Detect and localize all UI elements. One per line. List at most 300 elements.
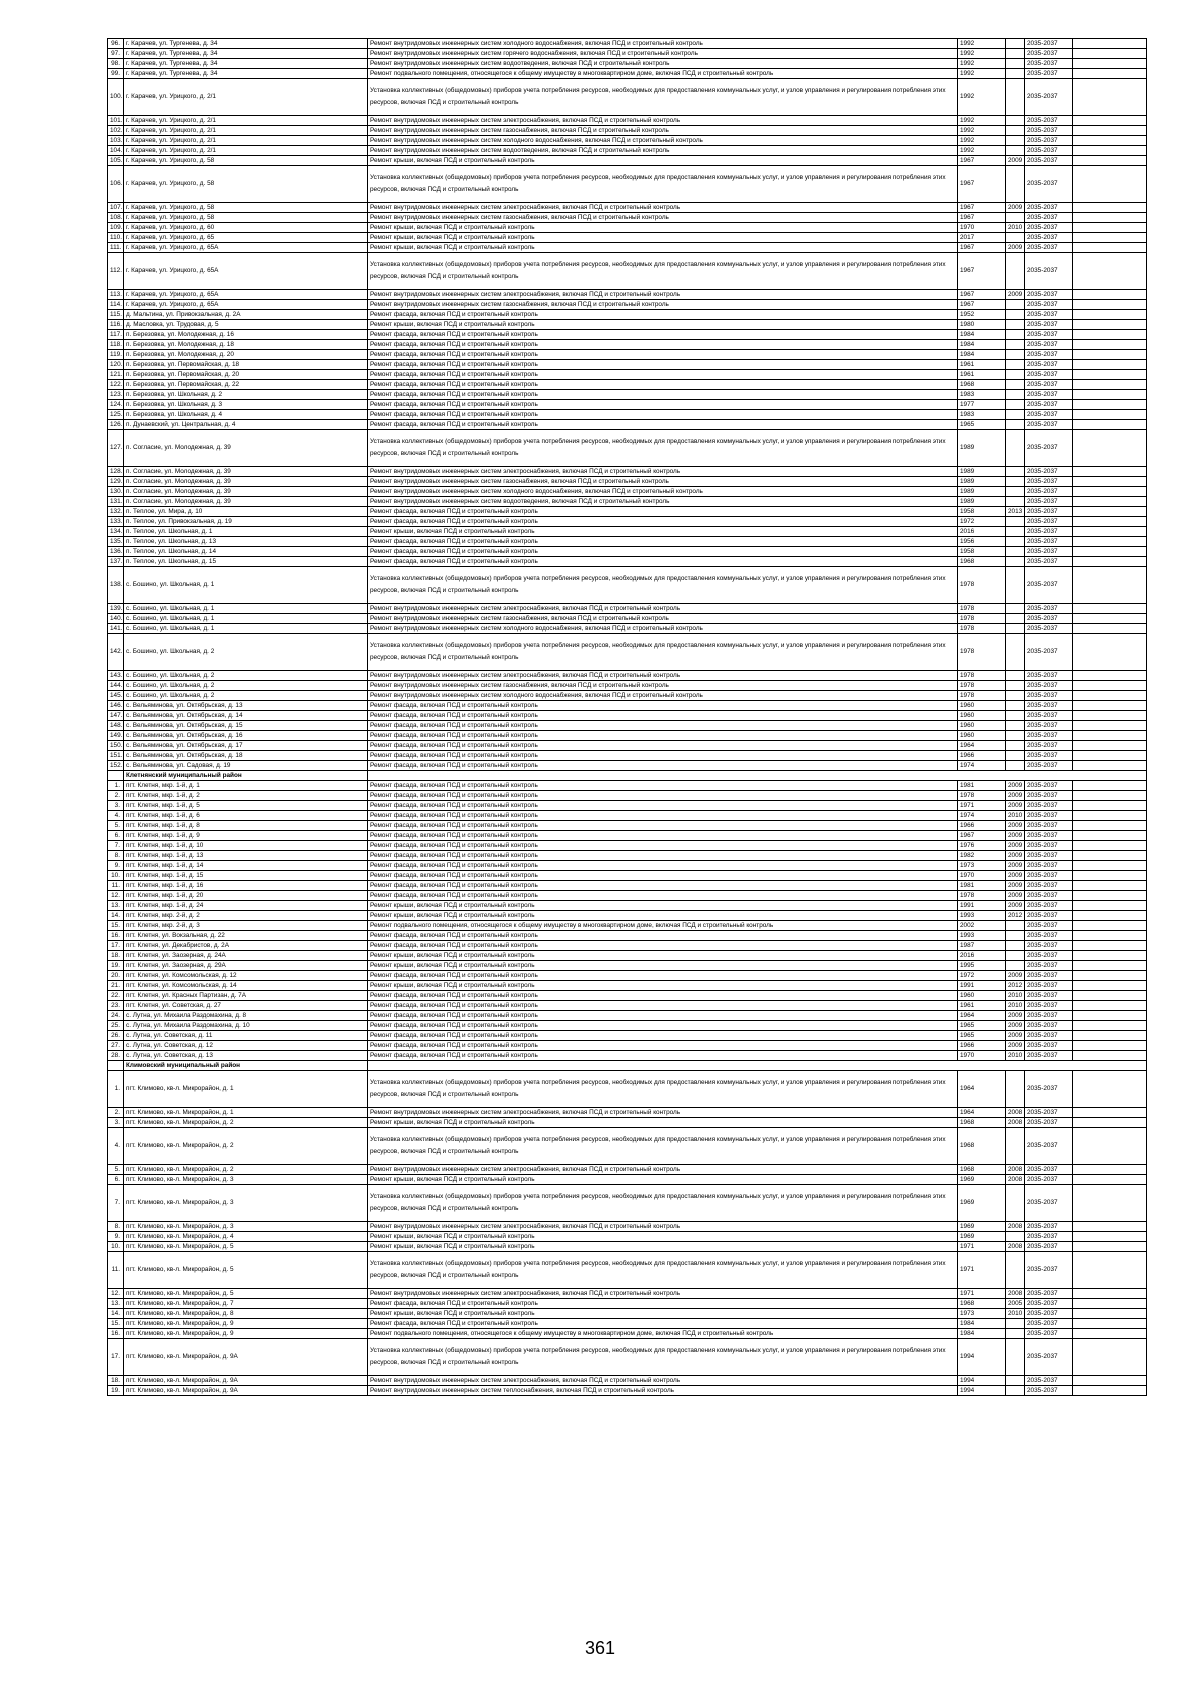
- row-number-cell: 10.: [108, 871, 124, 881]
- table-row: [108, 146, 1147, 156]
- row-number-cell: 141.: [108, 624, 124, 634]
- address-cell: пгт. Клетня, мкр. 1-й, д. 13: [124, 851, 368, 861]
- planned-period-cell: 2035-2037: [1025, 243, 1073, 253]
- capital-repair-table: [107, 38, 1147, 1396]
- row-number-cell: 149.: [108, 731, 124, 741]
- page-number: 361: [584, 1638, 616, 1658]
- table-row: [108, 253, 1147, 290]
- table-row: [108, 400, 1147, 410]
- planned-period-cell: 2035-2037: [1025, 881, 1073, 891]
- table-row: [108, 166, 1147, 203]
- blank-cell: [1073, 146, 1147, 156]
- work-type-cell: Ремонт фасада, включая ПСД и строительный контроль: [368, 991, 958, 1001]
- commissioning-year-cell: 1967: [958, 300, 1006, 310]
- address-cell: п. Теплое, ул. Школьная, д. 1: [124, 527, 368, 537]
- blank-cell: [1073, 477, 1147, 487]
- row-number-cell: 140.: [108, 614, 124, 624]
- last-repair-year-cell: [1006, 310, 1025, 320]
- work-type-cell: Ремонт внутридомовых инженерных систем электроснабжения, включая ПСД и строительный контроль: [368, 203, 958, 213]
- address-cell: пгт. Клетня, мкр. 1-й, д. 16: [124, 881, 368, 891]
- row-number-cell: 152.: [108, 761, 124, 771]
- planned-period-cell: 2035-2037: [1025, 290, 1073, 300]
- work-type-cell: Ремонт крыши, включая ПСД и строительный контроль: [368, 320, 958, 330]
- planned-period-cell: 2035-2037: [1025, 951, 1073, 961]
- row-number-cell: 2.: [108, 791, 124, 801]
- planned-period-cell: 2035-2037: [1025, 467, 1073, 477]
- blank-cell: [1073, 731, 1147, 741]
- row-number-cell: 14.: [108, 911, 124, 921]
- blank-cell: [1073, 537, 1147, 547]
- row-number-cell: 111.: [108, 243, 124, 253]
- work-type-cell: Ремонт фасада, включая ПСД и строительный контроль: [368, 537, 958, 547]
- address-cell: п. Березовка, ул. Первомайская, д. 20: [124, 370, 368, 380]
- blank-cell: [1073, 624, 1147, 634]
- address-cell: пгт. Клетня, мкр. 1-й, д. 5: [124, 801, 368, 811]
- commissioning-year-cell: 1968: [958, 1128, 1006, 1165]
- work-type-cell: Ремонт фасада, включая ПСД и строительный контроль: [368, 941, 958, 951]
- last-repair-year-cell: 2009: [1006, 901, 1025, 911]
- blank-cell: [1073, 1299, 1147, 1309]
- address-cell: г. Карачев, ул. Урицкого, д. 58: [124, 166, 368, 203]
- table-row: [108, 1165, 1147, 1175]
- row-number-cell: 6.: [108, 1175, 124, 1185]
- row-number-cell: 125.: [108, 410, 124, 420]
- last-repair-year-cell: 2012: [1006, 981, 1025, 991]
- planned-period-cell: 2035-2037: [1025, 330, 1073, 340]
- address-cell: п. Березовка, ул. Школьная, д. 4: [124, 410, 368, 420]
- address-cell: пгт. Климово, кв-л. Микрорайон, д. 2: [124, 1165, 368, 1175]
- table-row: [108, 831, 1147, 841]
- table-row: [108, 487, 1147, 497]
- blank-cell: [1073, 420, 1147, 430]
- work-type-cell: Ремонт фасада, включая ПСД и строительный контроль: [368, 751, 958, 761]
- commissioning-year-cell: 1992: [958, 116, 1006, 126]
- row-number-cell: 142.: [108, 634, 124, 671]
- commissioning-year-cell: 1958: [958, 507, 1006, 517]
- last-repair-year-cell: 2012: [1006, 911, 1025, 921]
- commissioning-year-cell: 1989: [958, 487, 1006, 497]
- planned-period-cell: 2035-2037: [1025, 487, 1073, 497]
- table-row: [108, 390, 1147, 400]
- last-repair-year-cell: [1006, 126, 1025, 136]
- work-type-cell: Ремонт подвального помещения, относящегося к общему имуществу в многоквартирном доме, включая ПСД и строительный контроль: [368, 69, 958, 79]
- work-type-cell: Ремонт внутридомовых инженерных систем холодного водоснабжения, включая ПСД и строительный контроль: [368, 487, 958, 497]
- last-repair-year-cell: [1006, 350, 1025, 360]
- table-row: [108, 961, 1147, 971]
- work-type-cell: Ремонт крыши, включая ПСД и строительный контроль: [368, 233, 958, 243]
- planned-period-cell: 2035-2037: [1025, 781, 1073, 791]
- commissioning-year-cell: 1984: [958, 1329, 1006, 1339]
- row-number-cell: 137.: [108, 557, 124, 567]
- last-repair-year-cell: [1006, 731, 1025, 741]
- table-row: [108, 1128, 1147, 1165]
- planned-period-cell: 2035-2037: [1025, 1031, 1073, 1041]
- row-number-cell: 10.: [108, 1242, 124, 1252]
- table-row: [108, 507, 1147, 517]
- row-number-cell: 3.: [108, 801, 124, 811]
- blank-cell: [1073, 1252, 1147, 1289]
- address-cell: пгт. Климово, кв-л. Микрорайон, д. 5: [124, 1242, 368, 1252]
- work-type-cell: Ремонт крыши, включая ПСД и строительный контроль: [368, 1175, 958, 1185]
- planned-period-cell: 2035-2037: [1025, 821, 1073, 831]
- planned-period-cell: 2035-2037: [1025, 1252, 1073, 1289]
- row-number-cell: 12.: [108, 891, 124, 901]
- blank-cell: [1073, 567, 1147, 604]
- address-cell: г. Карачев, ул. Урицкого, д. 2/1: [124, 116, 368, 126]
- planned-period-cell: 2035-2037: [1025, 811, 1073, 821]
- row-number-cell: 25.: [108, 1021, 124, 1031]
- commissioning-year-cell: 1978: [958, 614, 1006, 624]
- planned-period-cell: 2035-2037: [1025, 624, 1073, 634]
- work-type-cell: Ремонт фасада, включая ПСД и строительный контроль: [368, 557, 958, 567]
- work-type-cell: Ремонт фасада, включая ПСД и строительный контроль: [368, 1021, 958, 1031]
- commissioning-year-cell: 1994: [958, 1339, 1006, 1376]
- blank-cell: [1073, 116, 1147, 126]
- table-row: [108, 691, 1147, 701]
- blank-cell: [1073, 691, 1147, 701]
- table-row: [108, 711, 1147, 721]
- work-type-cell: Ремонт крыши, включая ПСД и строительный контроль: [368, 951, 958, 961]
- address-cell: г. Карачев, ул. Урицкого, д. 58: [124, 213, 368, 223]
- table-row: [108, 410, 1147, 420]
- planned-period-cell: 2035-2037: [1025, 1319, 1073, 1329]
- planned-period-cell: 2035-2037: [1025, 634, 1073, 671]
- address-cell: пгт. Климово, кв-л. Микрорайон, д. 8: [124, 1309, 368, 1319]
- last-repair-year-cell: [1006, 701, 1025, 711]
- table-row: [108, 1021, 1147, 1031]
- commissioning-year-cell: 1971: [958, 1242, 1006, 1252]
- blank-cell: [1073, 781, 1147, 791]
- commissioning-year-cell: 1995: [958, 961, 1006, 971]
- work-type-cell: Ремонт фасада, включая ПСД и строительный контроль: [368, 831, 958, 841]
- blank-cell: [1073, 881, 1147, 891]
- row-number-cell: 143.: [108, 671, 124, 681]
- last-repair-year-cell: 2009: [1006, 841, 1025, 851]
- address-cell: с. Бошино, ул. Школьная, д. 1: [124, 567, 368, 604]
- address-cell: пгт. Клетня, ул. Заозерная, д. 24А: [124, 951, 368, 961]
- row-number-cell: 19.: [108, 961, 124, 971]
- work-type-cell: Ремонт крыши, включая ПСД и строительный контроль: [368, 901, 958, 911]
- planned-period-cell: 2035-2037: [1025, 1289, 1073, 1299]
- row-number-cell: 118.: [108, 340, 124, 350]
- table-row: [108, 39, 1147, 49]
- last-repair-year-cell: 2010: [1006, 1001, 1025, 1011]
- row-number-cell: 20.: [108, 971, 124, 981]
- last-repair-year-cell: [1006, 69, 1025, 79]
- commissioning-year-cell: 1965: [958, 1021, 1006, 1031]
- last-repair-year-cell: [1006, 961, 1025, 971]
- last-repair-year-cell: 2009: [1006, 1041, 1025, 1051]
- planned-period-cell: 2035-2037: [1025, 801, 1073, 811]
- address-cell: с. Вельяминова, ул. Октябрьская, д. 16: [124, 731, 368, 741]
- blank-cell: [1073, 1376, 1147, 1386]
- planned-period-cell: 2035-2037: [1025, 941, 1073, 951]
- address-cell: пгт. Климово, кв-л. Микрорайон, д. 1: [124, 1108, 368, 1118]
- work-type-cell: Ремонт внутридомовых инженерных систем водоотведения, включая ПСД и строительный контроль: [368, 497, 958, 507]
- commissioning-year-cell: 1960: [958, 991, 1006, 1001]
- table-row: [108, 1001, 1147, 1011]
- commissioning-year-cell: 1980: [958, 320, 1006, 330]
- row-number-cell: 109.: [108, 223, 124, 233]
- planned-period-cell: 2035-2037: [1025, 1222, 1073, 1232]
- work-type-cell: Ремонт фасада, включая ПСД и строительный контроль: [368, 517, 958, 527]
- table-body: [108, 39, 1147, 1396]
- table-row: [108, 614, 1147, 624]
- commissioning-year-cell: 1967: [958, 156, 1006, 166]
- last-repair-year-cell: [1006, 380, 1025, 390]
- address-cell: п. Теплое, ул. Мира, д. 10: [124, 507, 368, 517]
- commissioning-year-cell: 1984: [958, 340, 1006, 350]
- commissioning-year-cell: 1964: [958, 1071, 1006, 1108]
- commissioning-year-cell: 1961: [958, 370, 1006, 380]
- last-repair-year-cell: 2010: [1006, 1051, 1025, 1061]
- planned-period-cell: 2035-2037: [1025, 116, 1073, 126]
- last-repair-year-cell: [1006, 741, 1025, 751]
- table-row: [108, 901, 1147, 911]
- planned-period-cell: 2035-2037: [1025, 49, 1073, 59]
- address-cell: с. Вельяминова, ул. Октябрьская, д. 17: [124, 741, 368, 751]
- row-number-cell: 16.: [108, 1329, 124, 1339]
- blank-cell: [1073, 497, 1147, 507]
- blank-cell: [1073, 614, 1147, 624]
- blank-cell: [1073, 761, 1147, 771]
- last-repair-year-cell: [1006, 527, 1025, 537]
- commissioning-year-cell: 1981: [958, 881, 1006, 891]
- work-type-cell: Ремонт внутридомовых инженерных систем электроснабжения, включая ПСД и строительный контроль: [368, 1376, 958, 1386]
- work-type-cell: Установка коллективных (общедомовых) приборов учета потребления ресурсов, необходимых для предоставления коммунальных услуг, и узлов управления и регулирования потребления этих ресурсов, включая ПСД и строительный контроль: [368, 79, 958, 116]
- blank-cell: [1073, 233, 1147, 243]
- row-number-cell: 18.: [108, 951, 124, 961]
- table-row: [108, 1376, 1147, 1386]
- commissioning-year-cell: 1976: [958, 841, 1006, 851]
- address-cell: г. Карачев, ул. Урицкого, д. 65А: [124, 300, 368, 310]
- work-type-cell: Ремонт фасада, включая ПСД и строительный контроль: [368, 881, 958, 891]
- section-empty-cell: [368, 1061, 1147, 1071]
- commissioning-year-cell: 1978: [958, 891, 1006, 901]
- table-row: [108, 781, 1147, 791]
- address-cell: пгт. Климово, кв-л. Микрорайон, д. 9А: [124, 1376, 368, 1386]
- row-number-cell: 4.: [108, 811, 124, 821]
- row-number-cell: 122.: [108, 380, 124, 390]
- table-row: [108, 801, 1147, 811]
- row-number-cell: 8.: [108, 851, 124, 861]
- planned-period-cell: 2035-2037: [1025, 567, 1073, 604]
- last-repair-year-cell: [1006, 400, 1025, 410]
- planned-period-cell: 2035-2037: [1025, 891, 1073, 901]
- table-row: [108, 1339, 1147, 1376]
- last-repair-year-cell: [1006, 136, 1025, 146]
- address-cell: пгт. Клетня, ул. Советская, д. 27: [124, 1001, 368, 1011]
- planned-period-cell: 2035-2037: [1025, 1339, 1073, 1376]
- work-type-cell: Ремонт фасада, включая ПСД и строительный контроль: [368, 931, 958, 941]
- row-number-cell: 103.: [108, 136, 124, 146]
- planned-period-cell: 2035-2037: [1025, 614, 1073, 624]
- table-row: [108, 931, 1147, 941]
- blank-cell: [1073, 557, 1147, 567]
- address-cell: пгт. Клетня, мкр. 1-й, д. 6: [124, 811, 368, 821]
- address-cell: пгт. Клетня, мкр. 1-й, д. 14: [124, 861, 368, 871]
- address-cell: п. Согласие, ул. Молодежная, д. 39: [124, 487, 368, 497]
- blank-cell: [1073, 931, 1147, 941]
- planned-period-cell: 2035-2037: [1025, 971, 1073, 981]
- commissioning-year-cell: 1968: [958, 1165, 1006, 1175]
- row-number-cell: 13.: [108, 1299, 124, 1309]
- commissioning-year-cell: 1967: [958, 166, 1006, 203]
- blank-cell: [1073, 243, 1147, 253]
- table-row: [108, 69, 1147, 79]
- blank-cell: [1073, 547, 1147, 557]
- row-number-cell: 13.: [108, 901, 124, 911]
- table-row: [108, 136, 1147, 146]
- table-row: [108, 116, 1147, 126]
- district-title: Клетнянский муниципальный район: [124, 771, 368, 781]
- blank-cell: [1073, 1001, 1147, 1011]
- last-repair-year-cell: [1006, 477, 1025, 487]
- table-row: [108, 681, 1147, 691]
- work-type-cell: Ремонт крыши, включая ПСД и строительный контроль: [368, 156, 958, 166]
- address-cell: с. Бошино, ул. Школьная, д. 2: [124, 681, 368, 691]
- row-number-cell: 3.: [108, 1118, 124, 1128]
- row-number-cell: 17.: [108, 941, 124, 951]
- row-number-cell: 129.: [108, 477, 124, 487]
- last-repair-year-cell: 2009: [1006, 1031, 1025, 1041]
- commissioning-year-cell: 1967: [958, 213, 1006, 223]
- last-repair-year-cell: [1006, 931, 1025, 941]
- last-repair-year-cell: [1006, 360, 1025, 370]
- work-type-cell: Ремонт фасада, включая ПСД и строительный контроль: [368, 761, 958, 771]
- commissioning-year-cell: 1981: [958, 781, 1006, 791]
- row-number-cell: 7.: [108, 1185, 124, 1222]
- district-title: Климовский муниципальный район: [124, 1061, 368, 1071]
- planned-period-cell: 2035-2037: [1025, 831, 1073, 841]
- last-repair-year-cell: [1006, 1185, 1025, 1222]
- planned-period-cell: 2035-2037: [1025, 507, 1073, 517]
- blank-cell: [1073, 517, 1147, 527]
- blank-cell: [1073, 791, 1147, 801]
- last-repair-year-cell: 2009: [1006, 801, 1025, 811]
- blank-cell: [1073, 156, 1147, 166]
- blank-cell: [1073, 831, 1147, 841]
- row-number-cell: 112.: [108, 253, 124, 290]
- work-type-cell: Ремонт фасада, включая ПСД и строительный контроль: [368, 350, 958, 360]
- work-type-cell: Ремонт фасада, включая ПСД и строительный контроль: [368, 360, 958, 370]
- blank-cell: [1073, 1108, 1147, 1118]
- commissioning-year-cell: 1968: [958, 557, 1006, 567]
- commissioning-year-cell: 1969: [958, 1232, 1006, 1242]
- planned-period-cell: 2035-2037: [1025, 1051, 1073, 1061]
- commissioning-year-cell: 1967: [958, 203, 1006, 213]
- commissioning-year-cell: 1984: [958, 350, 1006, 360]
- last-repair-year-cell: 2009: [1006, 881, 1025, 891]
- address-cell: с. Бошино, ул. Школьная, д. 2: [124, 691, 368, 701]
- address-cell: пгт. Клетня, мкр. 1-й, д. 2: [124, 791, 368, 801]
- work-type-cell: Ремонт фасада, включая ПСД и строительный контроль: [368, 891, 958, 901]
- last-repair-year-cell: 2008: [1006, 1175, 1025, 1185]
- commissioning-year-cell: 1994: [958, 1376, 1006, 1386]
- planned-period-cell: 2035-2037: [1025, 517, 1073, 527]
- last-repair-year-cell: [1006, 671, 1025, 681]
- planned-period-cell: 2035-2037: [1025, 911, 1073, 921]
- address-cell: с. Бошино, ул. Школьная, д. 1: [124, 624, 368, 634]
- commissioning-year-cell: 1991: [958, 981, 1006, 991]
- last-repair-year-cell: [1006, 1386, 1025, 1396]
- last-repair-year-cell: [1006, 691, 1025, 701]
- table-row: [108, 1185, 1147, 1222]
- table-row: [108, 310, 1147, 320]
- address-cell: с. Лутна, ул. Советская, д. 13: [124, 1051, 368, 1061]
- work-type-cell: Ремонт фасада, включая ПСД и строительный контроль: [368, 390, 958, 400]
- blank-cell: [1073, 253, 1147, 290]
- work-type-cell: Ремонт фасада, включая ПСД и строительный контроль: [368, 781, 958, 791]
- commissioning-year-cell: 1973: [958, 861, 1006, 871]
- last-repair-year-cell: 2009: [1006, 851, 1025, 861]
- row-number-cell: 100.: [108, 79, 124, 116]
- blank-cell: [1073, 861, 1147, 871]
- commissioning-year-cell: 1966: [958, 821, 1006, 831]
- address-cell: пгт. Клетня, мкр. 1-й, д. 24: [124, 901, 368, 911]
- blank-cell: [1073, 370, 1147, 380]
- address-cell: с. Бошино, ул. Школьная, д. 1: [124, 614, 368, 624]
- row-number-cell: 23.: [108, 1001, 124, 1011]
- work-type-cell: Ремонт внутридомовых инженерных систем газоснабжения, включая ПСД и строительный контроль: [368, 213, 958, 223]
- row-number-cell: 1.: [108, 1071, 124, 1108]
- address-cell: п. Березовка, ул. Школьная, д. 3: [124, 400, 368, 410]
- planned-period-cell: 2035-2037: [1025, 527, 1073, 537]
- table-row: [108, 517, 1147, 527]
- address-cell: с. Вельяминова, ул. Октябрьская, д. 18: [124, 751, 368, 761]
- blank-cell: [1073, 681, 1147, 691]
- last-repair-year-cell: 2009: [1006, 791, 1025, 801]
- address-cell: пгт. Климово, кв-л. Микрорайон, д. 1: [124, 1071, 368, 1108]
- work-type-cell: Установка коллективных (общедомовых) приборов учета потребления ресурсов, необходимых для предоставления коммунальных услуг, и узлов управления и регулирования потребления этих ресурсов, включая ПСД и строительный контроль: [368, 1252, 958, 1289]
- table-row: [108, 911, 1147, 921]
- blank-cell: [1073, 1329, 1147, 1339]
- work-type-cell: Ремонт фасада, включая ПСД и строительный контроль: [368, 861, 958, 871]
- last-repair-year-cell: [1006, 213, 1025, 223]
- commissioning-year-cell: 1978: [958, 634, 1006, 671]
- last-repair-year-cell: 2008: [1006, 1222, 1025, 1232]
- commissioning-year-cell: 1966: [958, 751, 1006, 761]
- row-number-cell: 138.: [108, 567, 124, 604]
- table-row: [108, 1175, 1147, 1185]
- commissioning-year-cell: 1987: [958, 941, 1006, 951]
- address-cell: г. Карачев, ул. Урицкого, д. 65А: [124, 290, 368, 300]
- table-row: [108, 1232, 1147, 1242]
- table-row: [108, 751, 1147, 761]
- table-row: [108, 1118, 1147, 1128]
- work-type-cell: Установка коллективных (общедомовых) приборов учета потребления ресурсов, необходимых для предоставления коммунальных услуг, и узлов управления и регулирования потребления этих ресурсов, включая ПСД и строительный контроль: [368, 567, 958, 604]
- work-type-cell: Ремонт внутридомовых инженерных систем водоотведения, включая ПСД и строительный контроль: [368, 59, 958, 69]
- last-repair-year-cell: 2008: [1006, 1108, 1025, 1118]
- commissioning-year-cell: 1989: [958, 477, 1006, 487]
- blank-cell: [1073, 1386, 1147, 1396]
- commissioning-year-cell: 1992: [958, 79, 1006, 116]
- address-cell: п. Теплое, ул. Школьная, д. 13: [124, 537, 368, 547]
- planned-period-cell: 2035-2037: [1025, 671, 1073, 681]
- work-type-cell: Ремонт фасада, включая ПСД и строительный контроль: [368, 380, 958, 390]
- work-type-cell: Ремонт фасада, включая ПСД и строительный контроль: [368, 741, 958, 751]
- blank-cell: [1073, 390, 1147, 400]
- blank-cell: [1073, 1339, 1147, 1376]
- planned-period-cell: 2035-2037: [1025, 1376, 1073, 1386]
- last-repair-year-cell: [1006, 634, 1025, 671]
- last-repair-year-cell: [1006, 233, 1025, 243]
- last-repair-year-cell: [1006, 390, 1025, 400]
- last-repair-year-cell: [1006, 1252, 1025, 1289]
- work-type-cell: Ремонт внутридомовых инженерных систем холодного водоснабжения, включая ПСД и строительный контроль: [368, 136, 958, 146]
- address-cell: п. Теплое, ул. Привокзальная, д. 19: [124, 517, 368, 527]
- planned-period-cell: 2035-2037: [1025, 166, 1073, 203]
